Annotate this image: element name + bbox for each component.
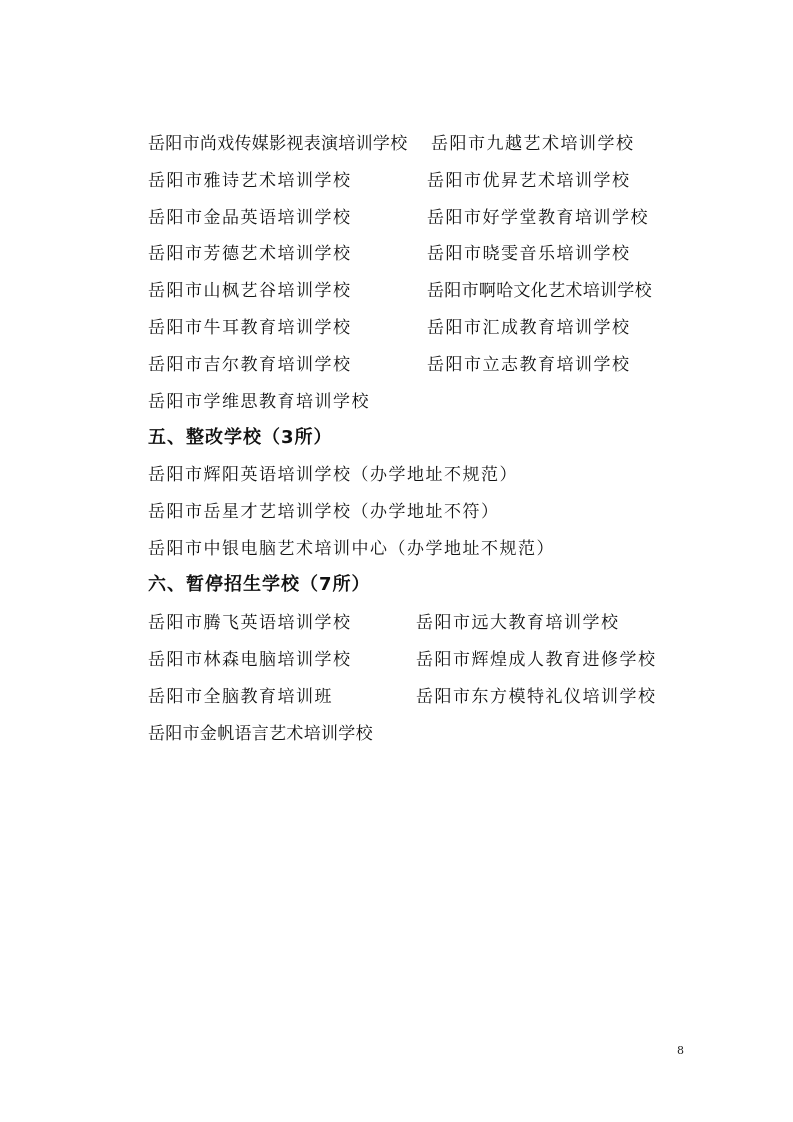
school-name: 岳阳市牛耳教育培训学校 [148, 318, 352, 338]
school-name: 岳阳市吉尔教育培训学校 [148, 355, 352, 375]
school-name: 岳阳市金品英语培训学校 [148, 208, 352, 228]
section-heading: 六、暂停招生学校（7所） [148, 574, 371, 595]
school-name: 岳阳市九越艺术培训学校 [431, 134, 635, 154]
school-name: 岳阳市岳星才艺培训学校（办学地址不符） [148, 502, 500, 522]
school-name: 岳阳市汇成教育培训学校 [427, 318, 631, 338]
school-name: 岳阳市辉阳英语培训学校（办学地址不规范） [148, 465, 518, 485]
school-name: 岳阳市林森电脑培训学校 [148, 650, 352, 670]
school-name: 岳阳市立志教育培训学校 [427, 355, 631, 375]
school-name: 岳阳市晓雯音乐培训学校 [427, 244, 631, 264]
page-number: 8 [677, 1044, 684, 1057]
school-name: 岳阳市山枫艺谷培训学校 [148, 281, 352, 301]
school-name: 岳阳市啊哈文化艺术培训学校 [427, 281, 652, 301]
school-name: 岳阳市辉煌成人教育进修学校 [416, 650, 657, 670]
school-name: 岳阳市学维思教育培训学校 [148, 392, 370, 412]
section-heading: 五、整改学校（3所） [148, 427, 333, 448]
school-name: 岳阳市东方模特礼仪培训学校 [416, 687, 657, 707]
school-name: 岳阳市远大教育培训学校 [416, 613, 620, 633]
school-name: 岳阳市金帆语言艺术培训学校 [148, 724, 373, 744]
school-name: 岳阳市芳德艺术培训学校 [148, 244, 352, 264]
school-name: 岳阳市尚戏传媒影视表演培训学校 [148, 134, 408, 154]
school-name: 岳阳市优昇艺术培训学校 [427, 171, 631, 191]
school-name: 岳阳市雅诗艺术培训学校 [148, 171, 352, 191]
school-name: 岳阳市好学堂教育培训学校 [427, 208, 649, 228]
school-name: 岳阳市全脑教育培训班 [148, 687, 333, 707]
school-name: 岳阳市中银电脑艺术培训中心（办学地址不规范） [148, 539, 555, 559]
school-name: 岳阳市腾飞英语培训学校 [148, 613, 352, 633]
